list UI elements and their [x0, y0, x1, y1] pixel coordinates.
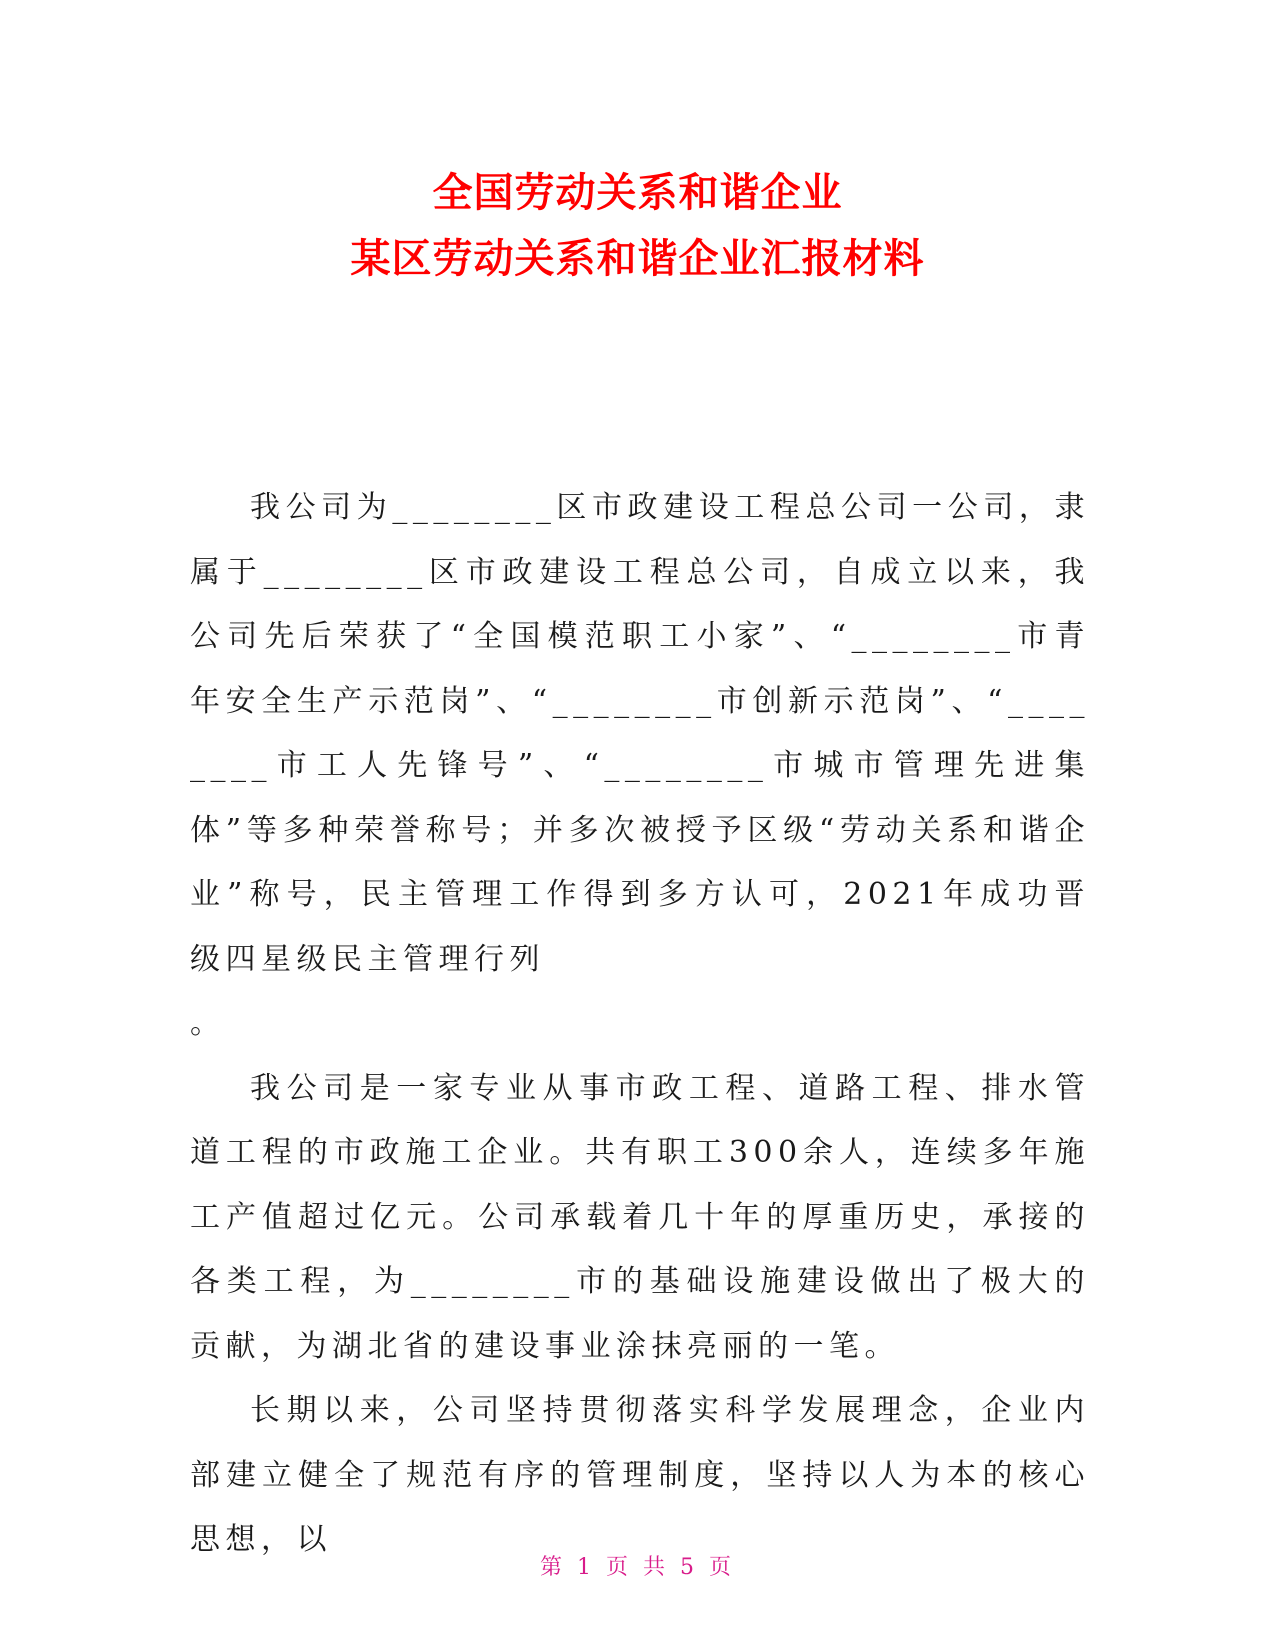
trailing-period: 。	[190, 1006, 220, 1041]
paragraph-3: 长期以来，公司坚持贯彻落实科学发展理念，企业内部建立健全了规范有序的管理制度，坚持以人为本的核心思想，以	[190, 1393, 1090, 1557]
document-body	[190, 476, 1090, 1573]
document-title-line-2: 某区劳动关系和谐企业汇报材料	[350, 236, 925, 282]
paragraph-1: 我公司为________区市政建设工程总公司一公司，隶属于________区市政建设工程总公司，自成立以来，我公司先后荣获了“全国模范职工小家”、“________市青年安全生产示范岗”、“________市创新示范岗”、“________市工人先锋号”、“________市城市管理先进集体”等多种荣誉称号；并多次被授予区级“劳动关系和谐企业”称号，民主管理工作得到多方认可，2021年成功晋级四星级民主管理行列	[190, 490, 1090, 977]
document-title-line-1: 全国劳动关系和谐企业	[432, 170, 843, 216]
title-block	[0, 160, 1275, 292]
paragraph-2: 我公司是一家专业从事市政工程、道路工程、排水管道工程的市政施工企业。共有职工300余人，连续多年施工产值超过亿元。公司承载着几十年的厚重历史，承接的各类工程，为________市的基础设施建设做出了极大的贡献，为湖北省的建设事业涂抹亮丽的一笔。	[190, 1070, 1090, 1364]
page-footer: 第 1 页 共 5 页	[540, 1555, 735, 1580]
